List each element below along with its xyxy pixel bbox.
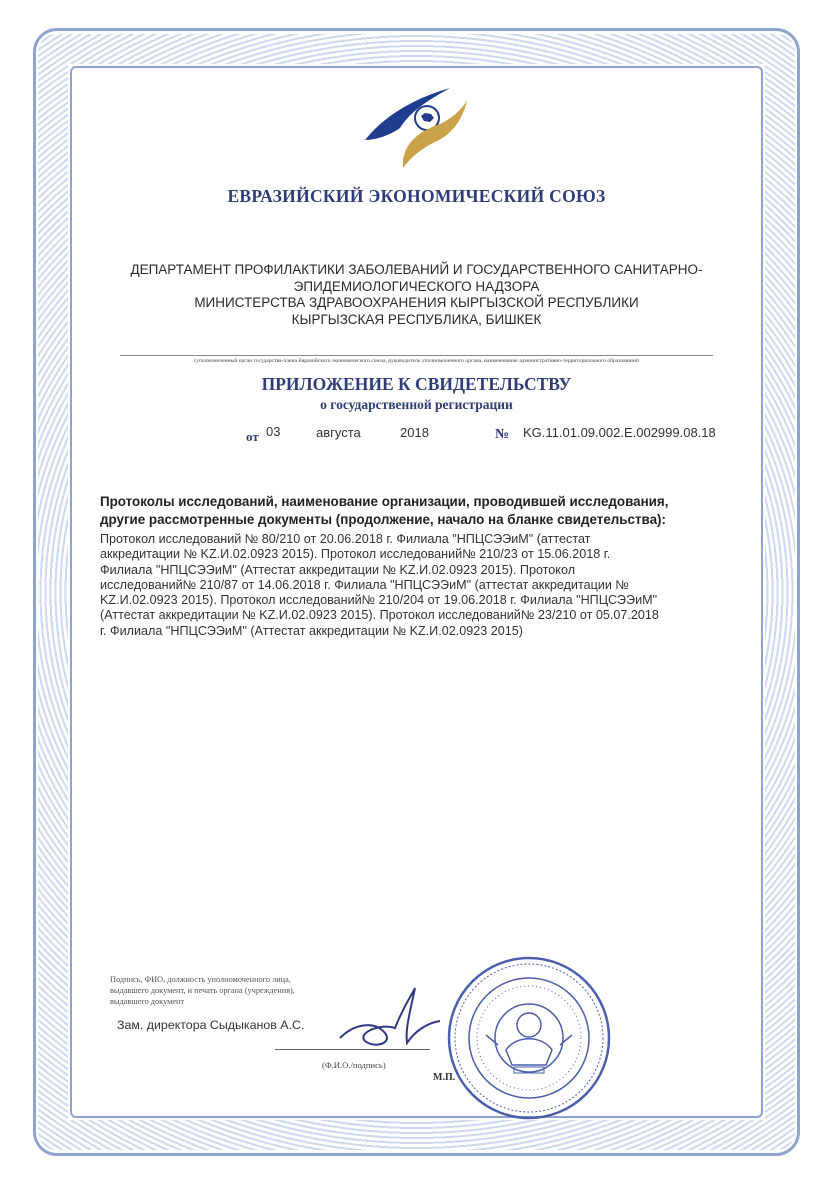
body-line: Филиала "НПЦСЭЭиМ" (Аттестат аккредитации № KZ.И.02.0923 2015). Протокол: [100, 562, 576, 577]
body-line: аккредитации № KZ.И.02.0923 2015). Протокол исследований№ 210/23 от 15.06.2018 г.: [100, 547, 611, 562]
official-seal-icon: [446, 955, 612, 1121]
heading-line: другие рассмотренные документы (продолжение, начало на бланке свидетельства):: [100, 512, 666, 527]
date-month: августа: [316, 425, 361, 440]
body-line: (Аттестат аккредитации № KZ.И.02.0923 2015). Протокол исследований№ 23/210 от 05.07.2018: [100, 608, 659, 623]
eaeu-logo-icon: [355, 80, 475, 170]
date-year: 2018: [400, 425, 429, 440]
department-block: [0, 262, 833, 328]
heading-line: Протоколы исследований, наименование организации, проводившей исследования,: [100, 494, 669, 509]
protocols-heading: [100, 493, 720, 529]
signer-name: Зам. директора Сыдыканов А.С.: [117, 1018, 305, 1032]
signature-line: [275, 1049, 430, 1050]
protocols-body: [100, 532, 740, 639]
signature-note-line: Подпись, ФИО, должность уполномоченного лица,: [110, 975, 291, 984]
signature-note-line: выдавшего документ: [110, 997, 185, 1006]
signature-note: [110, 974, 295, 1007]
date-label: от: [246, 429, 259, 444]
date-day: 03: [266, 424, 281, 439]
department-line: ДЕПАРТАМЕНТ ПРОФИЛАКТИКИ ЗАБОЛЕВАНИЙ И ГОСУДАРСТВЕННОГО САНИТАРНО-: [130, 262, 703, 277]
handwritten-signature-icon: [335, 983, 445, 1058]
authority-note: (уполномоченный орган государства-члена Евразийского экономического союза, руководитель уполномоченного органа, наименование административно-территориального образования): [120, 355, 713, 364]
body-line: г. Филиала "НПЦСЭЭиМ" (Аттестат аккредитации № KZ.И.02.0923 2015): [100, 623, 523, 638]
body-line: KZ.И.02.0923 2015). Протокол исследований№ 210/204 от 19.06.2018 г. Филиала "НПЦСЭЭиМ": [100, 593, 658, 608]
fio-label: (Ф.И.О./подпись): [322, 1060, 386, 1070]
signature-note-line: выдавшего документ, и печать органа (учреждения),: [110, 986, 295, 995]
department-line: КЫРГЫЗСКАЯ РЕСПУБЛИКА, БИШКЕК: [291, 311, 542, 327]
department-line: МИНИСТЕРСТВА ЗДРАВООХРАНЕНИЯ КЫРГЫЗСКОЙ РЕСПУБЛИКИ: [194, 295, 639, 310]
department-line: ЭПИДЕМИОЛОГИЧЕСКОГО НАДЗОРА: [293, 278, 540, 294]
body-line: исследований№ 210/87 от 14.06.2018 г. Филиала "НПЦСЭЭиМ" (аттестат аккредитации №: [100, 577, 629, 592]
date-number-row: [0, 424, 833, 448]
document-title: ПРИЛОЖЕНИЕ К СВИДЕТЕЛЬСТВУ: [261, 374, 572, 394]
body-line: Протокол исследований № 80/210 от 20.06.2018 г. Филиала "НПЦСЭЭиМ" (аттестат: [100, 532, 591, 546]
number-label: №: [495, 427, 510, 442]
registration-number: KG.11.01.09.002.E.002999.08.18: [523, 425, 716, 440]
union-title: ЕВРАЗИЙСКИЙ ЭКОНОМИЧЕСКИЙ СОЮЗ: [227, 186, 606, 206]
seal-place-label: М.П.: [433, 1072, 456, 1083]
document-subtitle: о государственной регистрации: [320, 397, 513, 412]
